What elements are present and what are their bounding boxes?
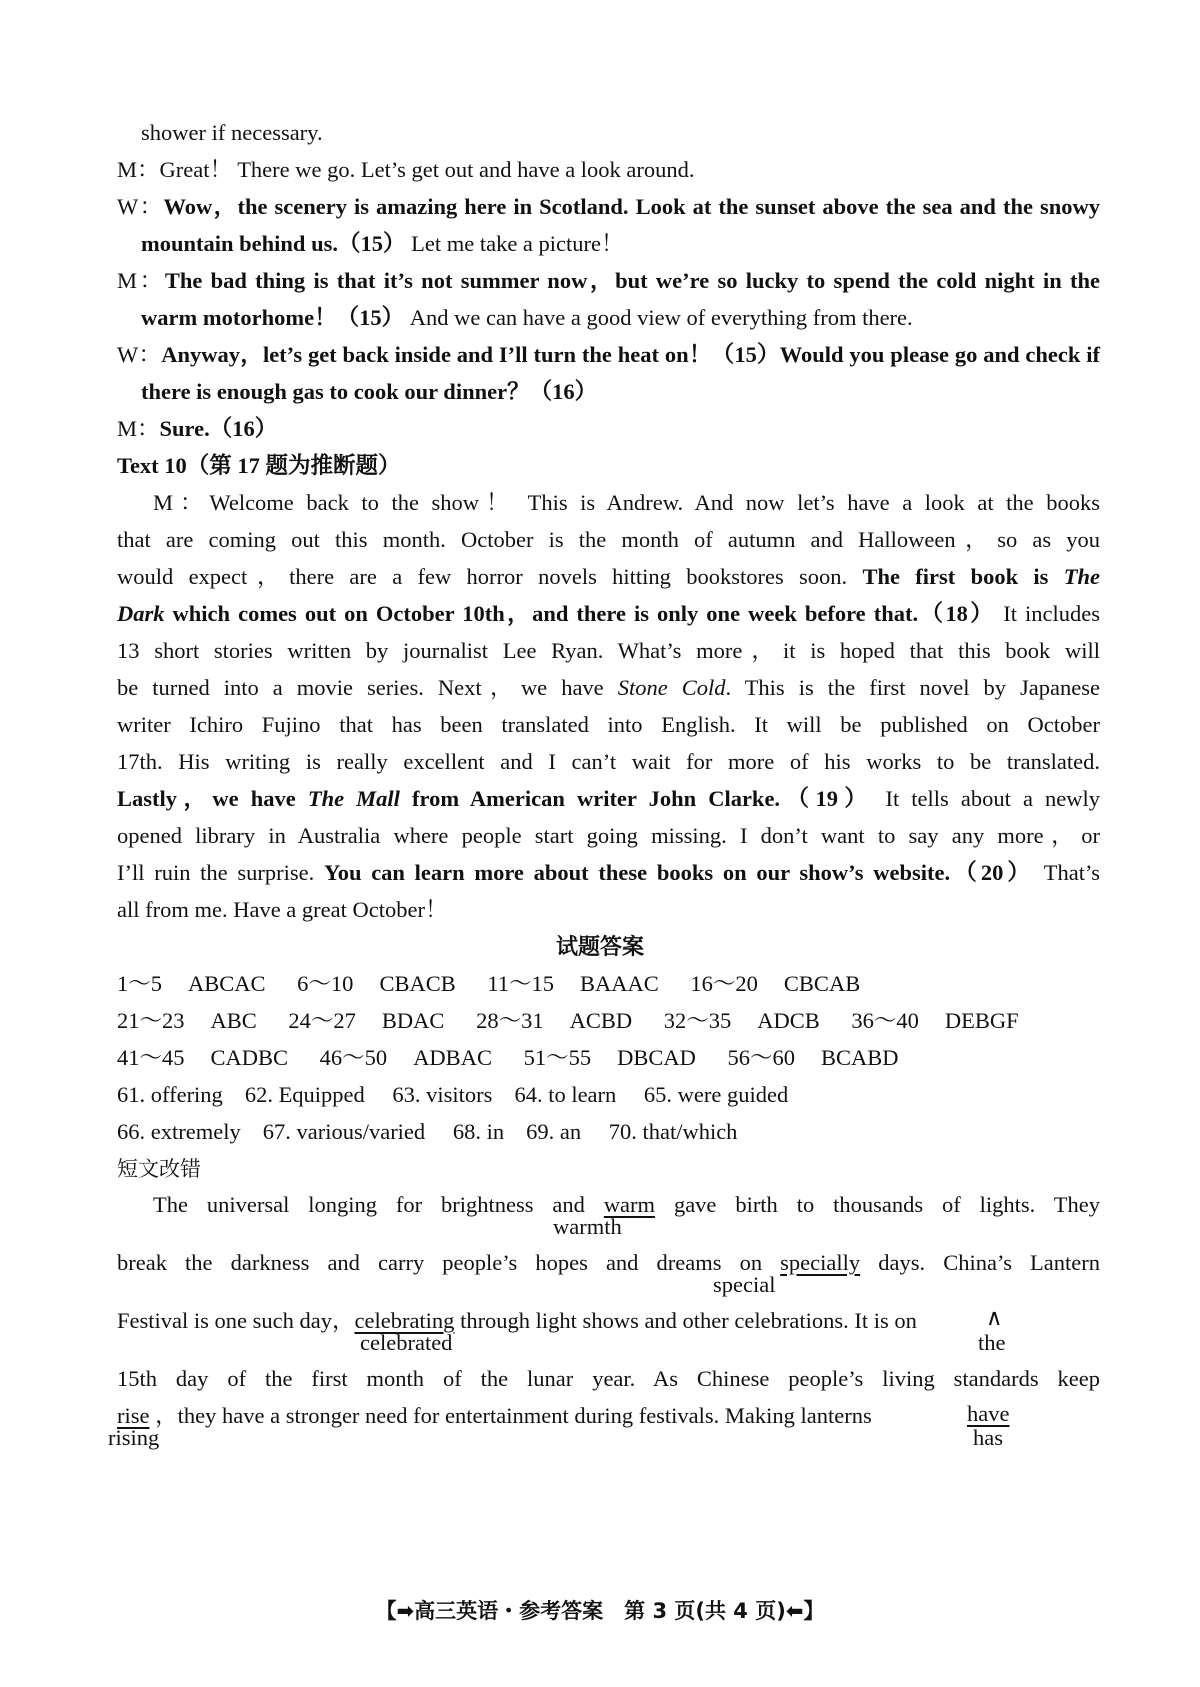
text-line: there is enough gas to cook our dinner？（16） [141,379,598,404]
text-line: M：Welcome back to the show！ This is Andrew. And now let’s have a look at the books [153,490,1100,515]
text-line: writer Ichiro Fujino that has been translated into English. It will be published on October [117,712,1100,737]
text-line: 17th. His writing is really excellent and I can’t wait for more of his works to be translated. [117,749,1100,774]
text-line: Dark which comes out on October 10th，and there is only one week before that.（18） It includes [117,601,1100,626]
answer-row: 41～45 CADBC 46～50 ADBAC 51～55 DBCAD 56～60 BCABD [117,1045,899,1070]
answers-title: 试题答案 [555,934,644,959]
text-line: shower if necessary. [141,120,323,145]
text-line: would expect，there are a few horror novels hitting bookstores soon. The first book is The [117,564,1100,589]
text-line: W：Wow，the scenery is amazing here in Scotland. Look at the sunset above the sea and the snowy [117,194,1100,219]
correction-fix: has [973,1425,1003,1450]
text-line: M：Sure.（16） [117,416,278,441]
fill-row: 61. offering 62. Equipped 63. visitors 64. to learn 65. were guided [117,1082,789,1107]
text-line: 13 short stories written by journalist Lee Ryan. What’s more，it is hoped that this book will [117,638,1100,663]
correction-fix: special [713,1272,776,1297]
text-line: opened library in Australia where people start going missing. I don’t want to say any more，or [117,823,1100,848]
correction-line: rise ，they have a stronger need for entertainment during festivals. Making lanterns [117,1403,872,1428]
text-line: M：Great！ There we go. Let’s get out and have a look around. [117,157,695,182]
answer-row: 21～23 ABC 24～27 BDAC 28～31 ACBD 32～35 ADCB 36～40 DEBGF [117,1008,1019,1033]
insert-mark: ∧ [986,1305,1003,1330]
text-line: all from me. Have a great October！ [117,897,448,922]
correction-line: break the darkness and carry people’s hopes and dreams on specially days. China’s Lantern [117,1250,1100,1275]
correction-word: have [967,1401,1010,1426]
text-line: W：Anyway，let’s get back inside and I’ll turn the heat on！（15）Would you please go and check if [117,342,1100,367]
text-line: Lastly，we have The Mall from American writer John Clarke.（19） It tells about a newly [117,786,1100,811]
correction-line: 15th day of the first month of the lunar year. As Chinese people’s living standards keep [117,1366,1100,1391]
section-heading: Text 10（第 17 题为推断题） [117,453,401,478]
text-line: warm motorhome！（15） And we can have a good view of everything from there. [141,305,913,330]
text-line: mountain behind us.（15） Let me take a picture！ [141,231,624,256]
text-line: I’ll ruin the surprise. You can learn more about these books on our show’s website.（20） That’s [117,860,1100,885]
correction-fix: warmth [553,1214,622,1239]
correction-line: The universal longing for brightness and warm gave birth to thousands of lights. They [153,1192,1100,1217]
text-line: M：The bad thing is that it’s not summer now，but we’re so lucky to spend the cold night in the [117,268,1100,293]
fill-row: 66. extremely 67. various/varied 68. in 69. an 70. that/which [117,1119,738,1144]
correction-line: Festival is one such day，celebrating through light shows and other celebrations. It is on [117,1308,917,1333]
answer-row: 1～5 ABCAC 6～10 CBACB 11～15 BAAAC 16～20 CBCAB [117,971,861,996]
correction-title: 短文改错 [117,1157,201,1181]
text-line: be turned into a movie series. Next，we have Stone Cold. This is the first novel by Japanese [117,675,1100,700]
text-line: that are coming out this month. October is the month of autumn and Halloween，so as you [117,527,1100,552]
correction-fix: rising [108,1425,160,1450]
correction-fix: celebrated [360,1330,453,1355]
correction-fix: the [978,1330,1006,1355]
page-footer: 【➡高三英语・参考答案 第 3 页(共 4 页)⬅】 [375,1599,825,1623]
